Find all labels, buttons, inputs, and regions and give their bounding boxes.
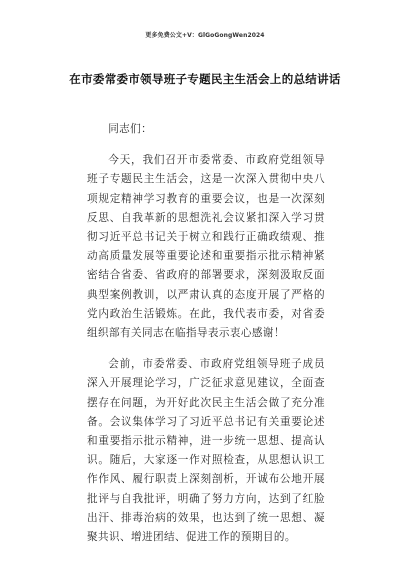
header-note: 更多免费公文+V：GlGoGongWen2024 bbox=[145, 32, 265, 39]
document-title: 在市委常委市领导班子专题民主生活会上的总结讲话 bbox=[69, 72, 341, 86]
salutation: 同志们： bbox=[108, 123, 153, 135]
paragraph-1: 今天，我们召开市委常委、市政府党组领导班子专题民主生活会，这是一次深入贯彻中央八项规定精神学习教育的重要会议，也是一次深刻反思、自我革新的思想洗礼会议紧扣深入学习贯彻习近平总书记关于树立和践行正确政绩观、推动高质量发展等重要论述和重要指示批示精神紧密结合省委、省政府的部署要求，深刻汲取反面典型案例教训，以严肃认真的态度开展了严格的党内政治生活锻炼。在此，我代表市委，对省委组织部有关同志在临指导表示衷心感谢！ bbox=[87, 154, 325, 340]
document-body bbox=[87, 120, 325, 559]
paragraph-2: 会前，市委常委、市政府党组领导班子成员深入开展理论学习，广泛征求意见建议，全面查摆存在问题，为开好此次民主生活会做了充分准备。会议集体学习了习近平总书记有关重要论述和重要指示批示精神，进一步统一思想、提高认识。随后，大家逐一作对照检查，从思想认识工作作风、履行职责上深刻剖析，开诚布公地开展批评与自我批评，明确了努力方向，达到了红脸出汗、排毒治病的效果，也达到了统一思想、凝聚共识、增进团结、促进工作的预期目的。 bbox=[87, 358, 325, 544]
